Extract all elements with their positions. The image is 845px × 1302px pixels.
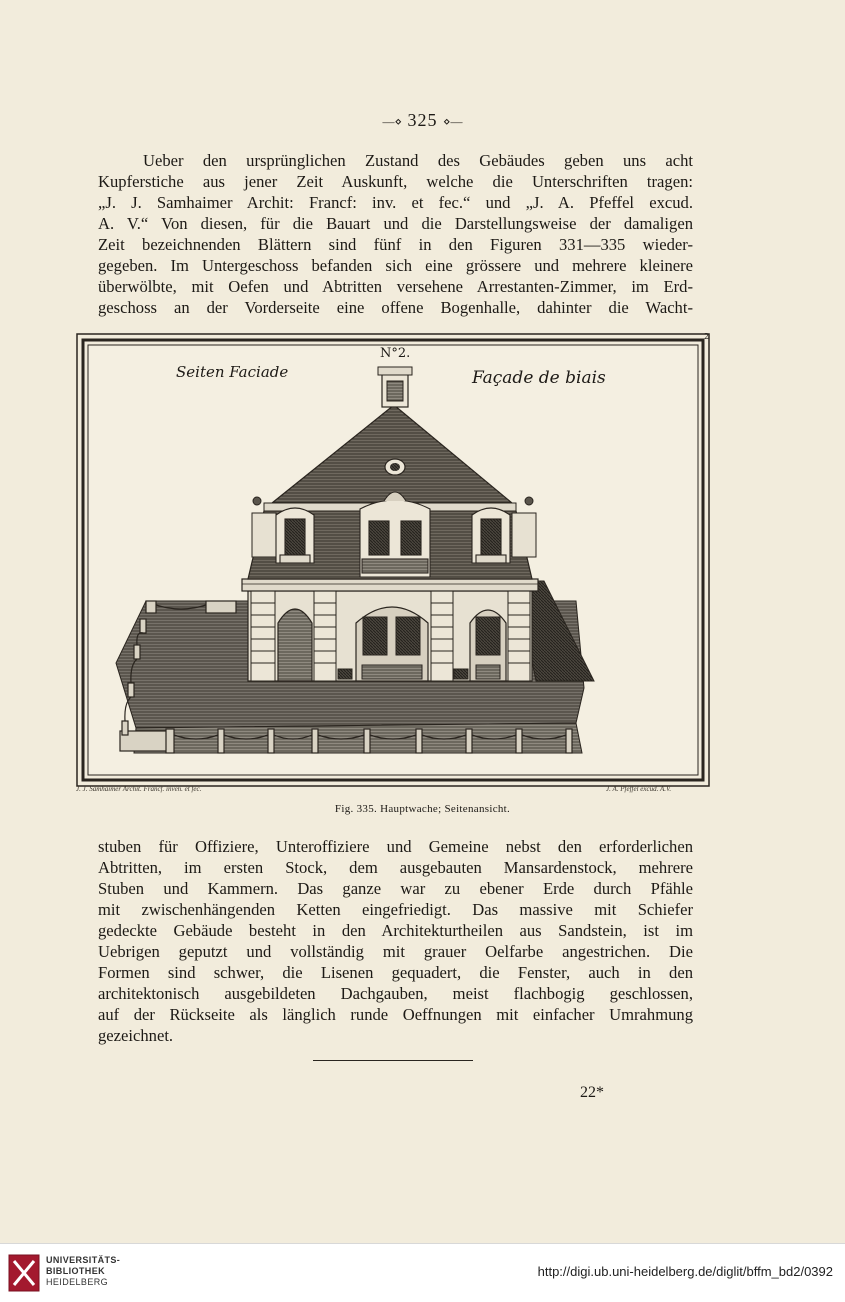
text-line: gedeckte Gebäude besteht in den Architekturtheilen aus Sandstein, ist im [98,921,693,940]
plate-number: N°2. [380,346,411,361]
text-line: architektonisch ausgebildeten Dachgauben, meist flachbogig geschlossen, [98,984,693,1003]
text-line: Uebrigen geputzt und vollständig mit grauer Oelfarbe angestrichen. Die [98,942,693,961]
library-name-line: HEIDELBERG [46,1277,109,1287]
dormer-right [472,508,510,563]
text-line: geschoss an der Vorderseite eine offene Bogenhalle, dahinter die Wacht- [98,298,693,317]
figure-caption: Fig. 335. Hauptwache; Seitenansicht. [334,803,511,815]
section-divider [313,1060,473,1061]
text-line: „J. J. Samhaimer Archit: Francf: inv. et fec.“ und „J. A. Pfeffel excud. [98,193,693,212]
text-line: gezeichnet. [98,1026,174,1045]
library-name-line: UNIVERSITÄTS- [46,1255,121,1265]
text-line: Zeit bezeichnenden Blättern sind fünf in den Figuren 331—335 wieder- [98,235,693,254]
text-line: überwölbte, mit Oefen und Abtritten versehene Arrestanten-Zimmer, im Erd- [98,277,693,296]
permalink-url[interactable]: http://digi.ub.uni-heidelberg.de/diglit/bffm_bd2/0392 [537,1264,833,1279]
viewer-footer [0,1243,845,1302]
plate-corner-mark: 2 [704,333,710,341]
page-header [0,110,845,131]
plate-label-left: Seiten Faciade [176,363,289,381]
paragraph-2 [98,836,693,1046]
library-name [46,1255,120,1288]
plate-label-right: Façade de biais [472,368,606,388]
text-line: auf der Rückseite als länglich runde Oeffnungen mit einfacher Umrahmung [98,1005,693,1024]
plate-credit-left: J. J. Samhaimer Archit. Francf. inven. et fec. [76,785,202,793]
dormer-center [360,492,430,577]
text-line: A. V.“ Von diesen, für die Bauart und die Darstellungsweise der damaligen [98,214,693,233]
plate-credit-right: J. A. Pfeffel excud. A.V. [606,785,672,793]
engraving-plate [76,333,710,788]
text-line: gegeben. Im Untergeschoss befanden sich eine grössere und mehrere kleinere [98,256,693,275]
text-line: stuben für Offiziere, Unteroffiziere und Gemeine nebst den erforderlichen [98,837,693,856]
text-line: Abtritten, im ersten Stock, dem ausgebauten Mansardenstock, mehrere [98,858,693,877]
signature-mark: 22* [580,1084,604,1101]
page-number: 325 [407,110,438,130]
ornament-right: ⋄— [443,114,463,129]
text-line: Kupferstiche aus jener Zeit Auskunft, welche die Unterschriften tragen: [98,172,693,191]
text-line: Formen sind schwer, die Lisenen gequadert, die Fenster, auch in den [98,963,693,982]
text-line: Ueber den ursprünglichen Zustand des Gebäudes geben uns acht [143,151,693,170]
library-name-line: BIBLIOTHEK [46,1266,105,1276]
text-line: Stuben und Kammern. Das ganze war zu ebener Erde durch Pfähle [98,879,693,898]
dormer-left [276,508,314,563]
ornament-left: —⋄ [382,114,402,129]
text-line: mit zwischenhängenden Ketten eingefriedigt. Das massive mit Schiefer [98,900,693,919]
paragraph-1 [98,150,693,318]
university-library-logo-icon [8,1249,40,1297]
